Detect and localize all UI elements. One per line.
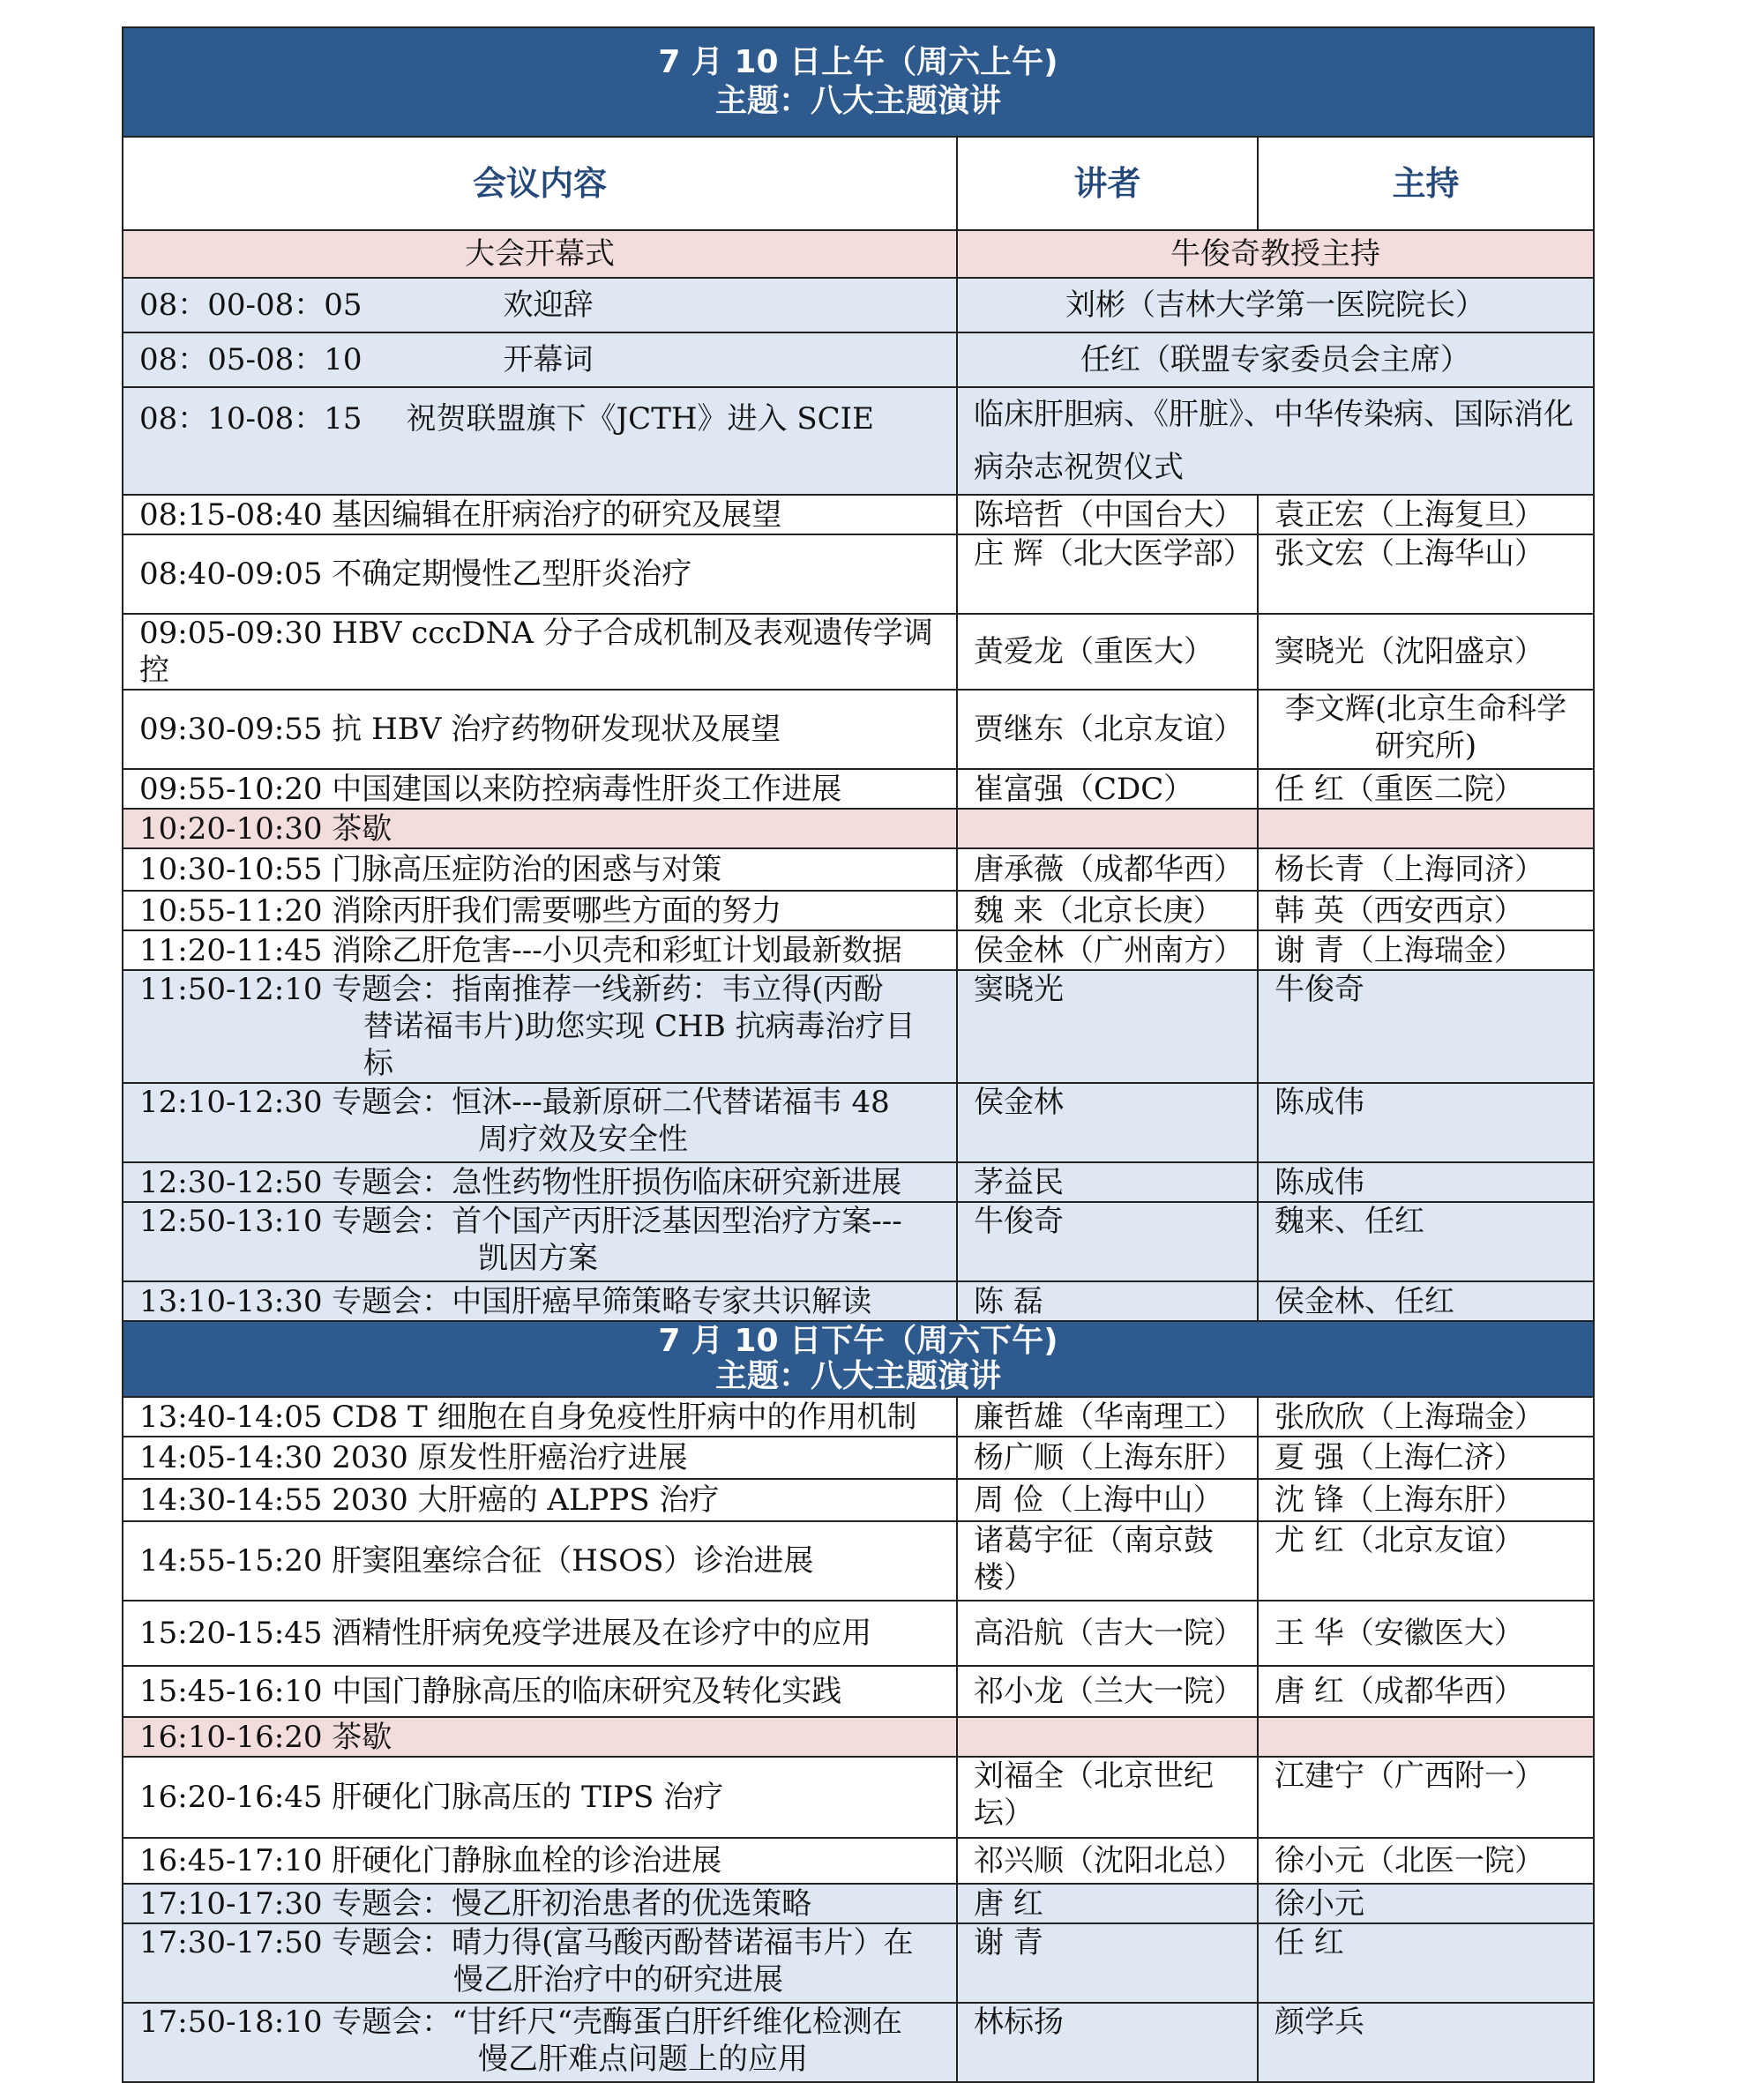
ceremony-speaker: 刘彬（吉林大学第一医院院长） [957, 278, 1594, 332]
table-row: 11:20-11:45 消除乙肝危害---小贝壳和彩虹计划最新数据 侯金林（广州南方） 谢 青（上海瑞金） [123, 930, 1594, 970]
table-row: 14:55-15:20 肝窦阻塞综合征（HSOS）诊治进展 诸葛宇征（南京鼓楼） 尤 红（北京友谊） [123, 1521, 1594, 1601]
break-row: 16:10-16:20 茶歇 [123, 1717, 1594, 1757]
ceremony-speaker: 任红（联盟专家委员会主席） [957, 332, 1594, 387]
table-row: 08:40-09:05 不确定期慢性乙型肝炎治疗 庄 辉（北大医学部） 张文宏（上海华山） [123, 534, 1594, 614]
table-row: 10:30-10:55 门脉高压症防治的困惑与对策 唐承薇（成都华西） 杨长青（上海同济） [123, 848, 1594, 891]
table-row: 15:45-16:10 中国门静脉高压的临床研究及转化实践 祁小龙（兰大一院） 唐 红（成都华西） [123, 1666, 1594, 1717]
column-header-host: 主持 [1258, 137, 1594, 230]
table-row: 13:10-13:30 专题会：中国肝癌早筛策略专家共识解读 陈 磊 侯金林、任红 [123, 1281, 1594, 1321]
table-row [123, 332, 1594, 387]
afternoon-banner-date: 7 月 10 日下午（周六下午) [658, 1323, 1058, 1359]
table-row: 09:05-09:30 HBV cccDNA 分子合成机制及表观遗传学调控 黄爱龙（重医大） 窦晓光（沈阳盛京） [123, 614, 1594, 690]
opening-row [123, 230, 1594, 278]
afternoon-banner [123, 1321, 1594, 1397]
table-row: 14:30-14:55 2030 大肝癌的 ALPPS 治疗 周 俭（上海中山） 沈 锋（上海东肝） [123, 1479, 1594, 1521]
opening-host: 牛俊奇教授主持 [957, 230, 1594, 278]
morning-banner-theme: 主题：八大主题演讲 [714, 83, 1001, 119]
table-row: 12:50-13:10 专题会：首个国产丙肝泛基因型治疗方案--- 凯因方案 牛俊奇 魏来、任红 [123, 1202, 1594, 1281]
table-row: 12:30-12:50 专题会：急性药物性肝损伤临床研究新进展 茅益民 陈成伟 [123, 1162, 1594, 1202]
table-row: 09:30-09:55 抗 HBV 治疗药物研发现状及展望 贾继东（北京友谊） 李文辉(北京生命科学研究所) [123, 690, 1594, 769]
opening-title: 大会开幕式 [123, 230, 957, 278]
ceremony-speaker: 临床肝胆病、《肝脏》、中华传染病、国际消化病杂志祝贺仪式 [957, 387, 1594, 495]
table-row: 17:10-17:30 专题会：慢乙肝初治患者的优选策略 唐 红 徐小元 [123, 1884, 1594, 1923]
afternoon-banner-theme: 主题：八大主题演讲 [714, 1358, 1001, 1394]
table-row: 14:05-14:30 2030 原发性肝癌治疗进展 杨广顺（上海东肝） 夏 强（上海仁济） [123, 1437, 1594, 1479]
schedule-table [122, 26, 1595, 2083]
table-row [123, 387, 1594, 495]
table-row [123, 278, 1594, 332]
table-row: 10:55-11:20 消除丙肝我们需要哪些方面的努力 魏 来（北京长庚） 韩 英（西安西京） [123, 891, 1594, 930]
table-row: 17:50-18:10 专题会：“甘纤尺“壳酶蛋白肝纤维化检测在 慢乙肝难点问题上的应用 林标扬 颜学兵 [123, 2003, 1594, 2082]
table-row: 11:50-12:10 专题会：指南推荐一线新药：韦立得(丙酚 替诺福韦片)助您实现 CHB 抗病毒治疗目标 窦晓光 牛俊奇 [123, 970, 1594, 1083]
ceremony-item: 08：05-08：10 开幕词 [123, 332, 957, 387]
column-header-content: 会议内容 [123, 137, 957, 230]
table-row: 16:20-16:45 肝硬化门脉高压的 TIPS 治疗 刘福全（北京世纪坛） 江建宁（广西附一） [123, 1757, 1594, 1838]
ceremony-item: 08：00-08：05 欢迎辞 [123, 278, 957, 332]
table-row: 15:20-15:45 酒精性肝病免疫学进展及在诊疗中的应用 高沿航（吉大一院） 王 华（安徽医大） [123, 1601, 1594, 1666]
break-row: 10:20-10:30 茶歇 [123, 809, 1594, 848]
table-row: 12:10-12:30 专题会：恒沐---最新原研二代替诺福韦 48 周疗效及安全性 侯金林 陈成伟 [123, 1083, 1594, 1162]
table-row: 09:55-10:20 中国建国以来防控病毒性肝炎工作进展 崔富强（CDC） 任 红（重医二院） [123, 769, 1594, 809]
column-header-speaker: 讲者 [957, 137, 1258, 230]
morning-banner-date: 7 月 10 日上午（周六上午) [658, 44, 1058, 80]
column-header-row [123, 137, 1594, 230]
ceremony-item: 08：10-08：15 祝贺联盟旗下《JCTH》进入 SCIE [123, 387, 957, 495]
table-row: 16:45-17:10 肝硬化门静脉血栓的诊治进展 祁兴顺（沈阳北总） 徐小元（北医一院） [123, 1838, 1594, 1884]
morning-banner [123, 27, 1594, 137]
table-row: 17:30-17:50 专题会：晴力得(富马酸丙酚替诺福韦片）在 慢乙肝治疗中的研究进展 谢 青 任 红 [123, 1923, 1594, 2003]
schedule-sheet [122, 26, 1593, 2083]
table-row: 13:40-14:05 CD8 T 细胞在自身免疫性肝病中的作用机制 廉哲雄（华南理工） 张欣欣（上海瑞金） [123, 1397, 1594, 1437]
table-row: 08:15-08:40 基因编辑在肝病治疗的研究及展望 陈培哲（中国台大） 袁正宏（上海复旦） [123, 495, 1594, 534]
